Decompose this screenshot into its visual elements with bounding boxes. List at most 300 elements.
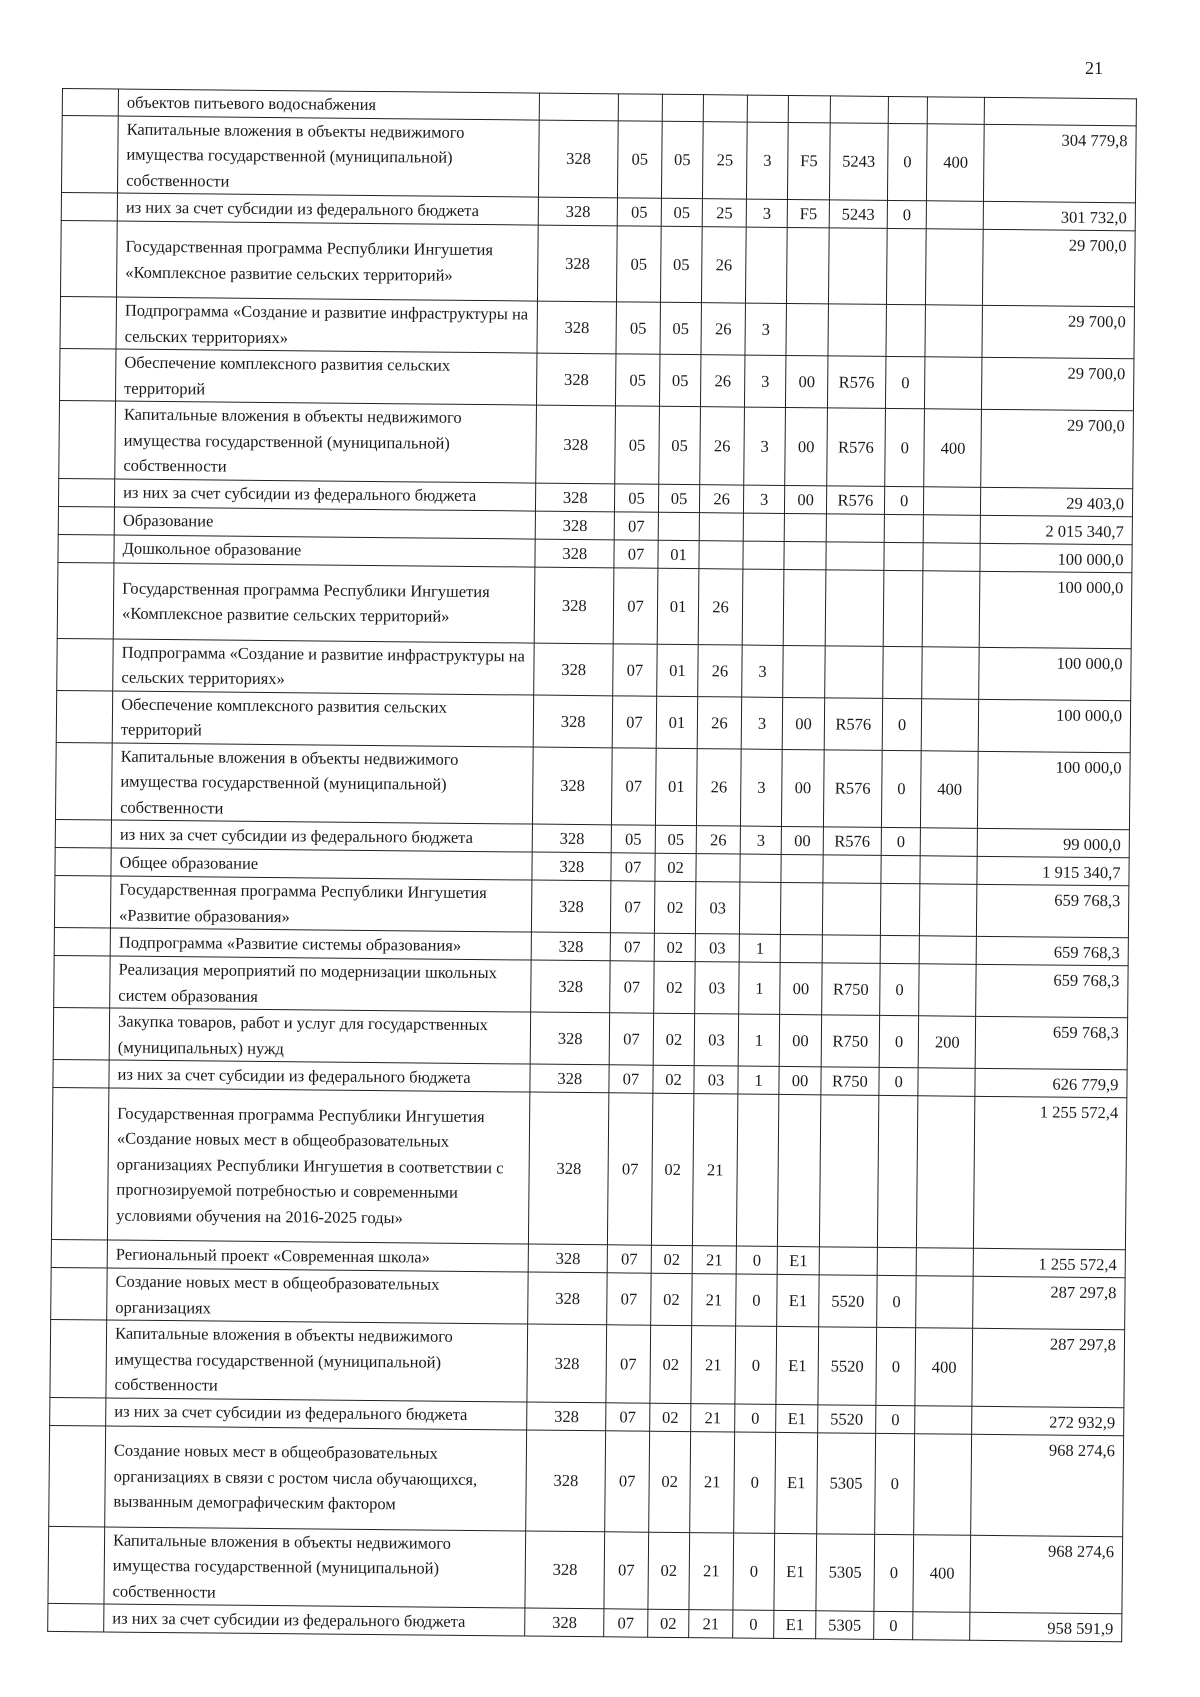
ministry-code-cell: 328 — [535, 567, 615, 644]
ministry-code-cell: 328 — [538, 225, 618, 302]
row-index-cell — [58, 506, 114, 535]
program-code-cell: 03 — [694, 1014, 738, 1066]
expense-type-code-cell: 400 — [921, 750, 979, 828]
program-code-cell: 26 — [696, 826, 740, 854]
direction-code-cell — [826, 541, 884, 570]
subsection-code-cell: 02 — [651, 1093, 694, 1245]
subsection-code-cell: 01 — [658, 540, 700, 568]
section-code-cell: 05 — [616, 302, 660, 354]
subprogram-code-cell: 3 — [740, 749, 782, 827]
direction-code-cell — [819, 1095, 879, 1248]
direction-code-cell: 5520 — [818, 1327, 877, 1405]
ministry-code-cell: 328 — [531, 960, 610, 1013]
sub-direction-code-cell: 0 — [876, 1327, 916, 1405]
subsection-code-cell: 05 — [660, 302, 702, 354]
section-code-cell: 07 — [612, 747, 656, 825]
project-code-cell: 00 — [780, 962, 822, 1014]
table-row — [59, 400, 1134, 488]
row-index-cell — [58, 478, 114, 507]
section-code-cell: 07 — [613, 567, 657, 643]
row-name: объектов питьевого водоснабжения — [118, 89, 540, 120]
project-code-cell: E1 — [776, 1326, 818, 1404]
ministry-code-cell: 328 — [531, 932, 610, 961]
program-code-cell — [699, 540, 743, 568]
row-name: Капитальные вложения в объекты недвижимого имущества государственной (муниципальной) собственности — [106, 1320, 528, 1402]
section-code-cell: 07 — [614, 511, 658, 539]
sub-direction-code-cell: 0 — [880, 963, 920, 1015]
project-code-cell — [789, 95, 831, 122]
direction-code-cell — [819, 1247, 877, 1276]
program-code-cell: 03 — [694, 1066, 738, 1094]
subsection-code-cell: 01 — [656, 644, 698, 696]
sub-direction-code-cell: 0 — [875, 1433, 915, 1534]
project-code-cell — [784, 569, 826, 645]
amount-cell: 287 297,8 — [972, 1328, 1124, 1407]
direction-code-cell: R576 — [824, 697, 883, 750]
subprogram-code-cell: 1 — [738, 1014, 780, 1066]
row-index-cell — [54, 875, 111, 928]
row-name: Капитальные вложения в объекты недвижимого имущества государственной (муниципальной) собственности — [104, 1526, 526, 1608]
expense-type-code-cell — [926, 229, 984, 306]
subprogram-code-cell: 0 — [732, 1610, 774, 1638]
subprogram-code-cell — [747, 95, 789, 122]
direction-code-cell: 5305 — [815, 1611, 873, 1640]
expense-type-code-cell — [920, 884, 978, 937]
row-name: Подпрограмма «Развитие системы образования» — [110, 928, 532, 960]
ministry-code-cell: 328 — [525, 1608, 604, 1637]
row-name: Обеспечение комплексного развития сельских территорий — [116, 349, 538, 405]
row-index-cell — [51, 1087, 108, 1240]
sub-direction-code-cell: 0 — [879, 1015, 919, 1067]
direction-code-cell: R576 — [827, 356, 886, 409]
expense-type-code-cell — [924, 486, 981, 515]
row-name: Государственная программа Республики Ингушетия «Создание новых мест в общеобразовательных организациях Республики Ингушетия в соответствии с прогнозируемой потребностью и современными условиями обучения на 2016-2025 годы» — [107, 1088, 530, 1244]
direction-code-cell — [825, 645, 884, 698]
subprogram-code-cell: 1 — [739, 934, 781, 962]
subprogram-code-cell — [743, 541, 785, 569]
row-index-cell — [60, 348, 117, 401]
amount-cell: 29 700,0 — [982, 305, 1134, 358]
amount-cell: 100 000,0 — [980, 543, 1132, 572]
subsection-code-cell: 05 — [661, 121, 703, 199]
subsection-code-cell: 02 — [653, 1013, 695, 1065]
program-code-cell: 21 — [689, 1610, 733, 1638]
subprogram-code-cell: 0 — [735, 1326, 777, 1404]
program-code-cell — [703, 95, 747, 122]
expense-type-code-cell — [923, 542, 980, 571]
program-code-cell: 21 — [692, 1274, 736, 1326]
subprogram-code-cell: 0 — [735, 1274, 777, 1326]
expense-type-code-cell: 400 — [927, 123, 985, 201]
table-row — [61, 115, 1136, 203]
direction-code-cell: R750 — [821, 1067, 879, 1096]
sub-direction-code-cell — [880, 883, 920, 935]
direction-code-cell: R576 — [823, 827, 881, 856]
expense-type-code-cell — [923, 570, 981, 647]
section-code-cell: 07 — [609, 1013, 653, 1065]
subsection-code-cell: 01 — [656, 696, 698, 748]
row-name: Региональный проект «Современная школа» — [107, 1240, 529, 1272]
row-index-cell — [55, 742, 112, 820]
amount-cell: 99 000,0 — [978, 828, 1130, 857]
expense-type-code-cell — [922, 646, 980, 699]
table-row — [51, 1087, 1126, 1249]
subprogram-code-cell: 1 — [738, 1066, 780, 1094]
subprogram-code-cell — [736, 1094, 779, 1246]
row-name: Капитальные вложения в объекты недвижимого имущества государственной (муниципальной) собственности — [115, 401, 537, 483]
subsection-code-cell: 05 — [658, 406, 700, 484]
direction-code-cell — [830, 96, 888, 123]
sub-direction-code-cell: 0 — [874, 1534, 914, 1612]
sub-direction-code-cell: 0 — [885, 408, 925, 486]
subsection-code-cell: 02 — [647, 1609, 689, 1637]
section-code-cell: 07 — [606, 1325, 650, 1403]
sub-direction-code-cell — [886, 228, 926, 304]
ministry-code-cell: 328 — [528, 1244, 607, 1273]
project-code-cell — [783, 645, 825, 697]
section-code-cell: 07 — [607, 1273, 651, 1325]
project-code-cell: 00 — [782, 826, 824, 854]
row-index-cell — [51, 1267, 108, 1320]
sub-direction-code-cell — [877, 1095, 918, 1247]
project-code-cell: 00 — [785, 485, 827, 513]
direction-code-cell: 5243 — [829, 122, 888, 200]
sub-direction-code-cell — [881, 855, 921, 883]
program-code-cell: 25 — [702, 199, 746, 227]
subsection-code-cell: 02 — [654, 933, 696, 961]
amount-cell: 968 274,6 — [970, 1535, 1122, 1614]
sub-direction-code-cell — [880, 935, 920, 963]
row-name: Дошкольное образование — [114, 535, 536, 567]
program-code-cell: 21 — [690, 1431, 735, 1532]
sub-direction-code-cell: 0 — [882, 698, 922, 750]
sub-direction-code-cell: 0 — [879, 1067, 919, 1095]
amount-cell: 659 768,3 — [976, 964, 1128, 1017]
subsection-code-cell: 02 — [648, 1431, 690, 1532]
row-name: Обеспечение комплексного развития сельских территорий — [112, 691, 534, 747]
row-index-cell — [51, 1239, 107, 1268]
direction-code-cell — [828, 304, 887, 357]
row-name: из них за счет субсидии из федерального бюджета — [109, 1060, 531, 1092]
sub-direction-code-cell: 0 — [881, 827, 921, 855]
program-code-cell: 21 — [689, 1532, 733, 1610]
expense-type-code-cell — [919, 964, 977, 1017]
project-code-cell — [785, 513, 827, 541]
expense-type-code-cell: 400 — [915, 1328, 973, 1406]
row-index-cell — [53, 1059, 109, 1088]
direction-code-cell: 5305 — [817, 1432, 876, 1534]
ministry-code-cell: 328 — [529, 1092, 609, 1245]
sub-direction-code-cell — [883, 646, 923, 698]
subsection-code-cell: 05 — [659, 354, 701, 406]
expense-type-code-cell: 400 — [913, 1534, 971, 1612]
row-name: из них за счет субсидии из федерального бюджета — [104, 1604, 526, 1636]
subprogram-code-cell — [739, 882, 781, 934]
sub-direction-code-cell — [883, 570, 923, 646]
amount-cell: 626 779,9 — [975, 1068, 1127, 1097]
direction-code-cell — [826, 513, 884, 542]
direction-code-cell — [823, 855, 881, 884]
program-code-cell: 03 — [695, 962, 739, 1014]
table-row — [54, 955, 1128, 1017]
amount-cell: 29 700,0 — [982, 357, 1134, 410]
ministry-code-cell: 328 — [539, 120, 619, 198]
ministry-code-cell: 328 — [526, 1430, 606, 1532]
program-code-cell: 26 — [701, 303, 745, 355]
program-code-cell: 03 — [695, 934, 739, 962]
ministry-code-cell: 328 — [536, 483, 615, 512]
sub-direction-code-cell: 0 — [881, 750, 921, 828]
expense-type-code-cell — [922, 698, 980, 751]
ministry-code-cell: 328 — [532, 852, 611, 881]
project-code-cell: E1 — [776, 1404, 818, 1432]
program-code-cell: 26 — [697, 748, 741, 826]
row-name: Создание новых мест в общеобразовательных организациях в связи с ростом числа обучающихся, вызванным демографическим фактором — [105, 1425, 527, 1530]
section-code-cell: 05 — [615, 483, 659, 511]
direction-code-cell — [822, 883, 881, 936]
row-index-cell — [57, 562, 114, 639]
section-code-cell: 07 — [607, 1245, 651, 1273]
expense-type-code-cell — [921, 828, 978, 857]
direction-code-cell — [825, 569, 884, 646]
ministry-code-cell: 328 — [536, 511, 615, 540]
amount-cell: 100 000,0 — [980, 571, 1132, 648]
sub-direction-code-cell: 0 — [876, 1405, 916, 1433]
sub-direction-code-cell — [888, 96, 928, 123]
ministry-code-cell: 328 — [530, 1012, 609, 1065]
subsection-code-cell: 05 — [660, 226, 702, 302]
row-index-cell — [57, 638, 114, 691]
subsection-code-cell: 05 — [661, 198, 703, 226]
subsection-code-cell: 02 — [653, 1065, 695, 1093]
subprogram-code-cell: 3 — [742, 645, 784, 697]
section-code-cell: 07 — [614, 539, 658, 567]
section-code-cell — [618, 94, 662, 121]
section-code-cell: 07 — [612, 695, 656, 747]
amount-cell: 1 255 572,4 — [974, 1248, 1126, 1277]
program-code-cell: 26 — [700, 484, 744, 512]
subprogram-code-cell: 0 — [734, 1432, 776, 1533]
direction-code-cell: 5520 — [818, 1275, 877, 1328]
amount-cell: 1 915 340,7 — [977, 856, 1129, 885]
subprogram-code-cell: 1 — [738, 962, 780, 1014]
table-row — [57, 562, 1132, 648]
project-code-cell: E1 — [775, 1432, 817, 1533]
project-code-cell: E1 — [777, 1246, 819, 1274]
expense-type-code-cell — [920, 856, 977, 885]
program-code-cell: 21 — [692, 1246, 736, 1274]
row-index-cell — [56, 690, 113, 743]
subsection-code-cell: 01 — [655, 748, 697, 826]
row-name: Общее образование — [111, 848, 533, 880]
ministry-code-cell — [540, 93, 619, 120]
table-row — [50, 1319, 1125, 1407]
program-code-cell: 21 — [691, 1326, 735, 1404]
section-code-cell: 07 — [613, 643, 657, 695]
subprogram-code-cell: 0 — [733, 1533, 775, 1611]
ministry-code-cell: 328 — [527, 1324, 607, 1402]
program-code-cell: 26 — [702, 227, 746, 303]
section-code-cell: 07 — [610, 933, 654, 961]
project-code-cell: 00 — [782, 749, 824, 827]
subprogram-code-cell: 3 — [745, 303, 787, 355]
expense-type-code-cell — [925, 305, 983, 358]
expense-type-code-cell: 200 — [919, 1016, 977, 1069]
amount-cell: 1 255 572,4 — [974, 1096, 1127, 1249]
row-index-cell — [59, 400, 116, 478]
expense-type-code-cell — [927, 201, 984, 230]
row-index-cell — [50, 1397, 106, 1426]
program-code-cell: 26 — [697, 696, 741, 748]
row-index-cell — [50, 1319, 107, 1397]
section-code-cell: 05 — [617, 198, 661, 226]
ministry-code-cell: 328 — [533, 747, 613, 825]
project-code-cell — [780, 934, 822, 962]
ministry-code-cell: 328 — [537, 353, 616, 406]
program-code-cell: 21 — [691, 1403, 735, 1431]
ministry-code-cell: 328 — [532, 880, 611, 933]
subsection-code-cell: 02 — [655, 853, 697, 881]
program-code-cell — [696, 854, 740, 882]
row-index-cell — [60, 296, 117, 349]
project-code-cell — [778, 1094, 821, 1246]
subsection-code-cell: 05 — [655, 825, 697, 853]
ministry-code-cell: 328 — [534, 695, 613, 748]
expense-type-code-cell: 400 — [924, 409, 982, 487]
row-index-cell — [62, 89, 118, 116]
budget-table-sheet — [47, 88, 1137, 1642]
program-code-cell: 26 — [700, 407, 744, 485]
section-code-cell: 07 — [608, 1093, 653, 1245]
amount-cell: 304 779,8 — [984, 124, 1136, 203]
ministry-code-cell: 328 — [533, 824, 612, 853]
section-code-cell: 07 — [609, 1065, 653, 1093]
amount-cell: 958 591,9 — [970, 1612, 1122, 1641]
section-code-cell: 07 — [604, 1531, 648, 1609]
program-code-cell: 03 — [696, 882, 740, 934]
row-name: Государственная программа Республики Ингушетия «Комплексное развитие сельских территорий» — [113, 563, 535, 643]
section-code-cell: 07 — [606, 1402, 650, 1430]
row-index-cell — [54, 927, 110, 956]
row-name: Подпрограмма «Создание и развитие инфраструктуры на сельских территориях» — [113, 639, 535, 695]
subprogram-code-cell: 0 — [734, 1404, 776, 1432]
amount-cell: 29 700,0 — [983, 229, 1135, 306]
subsection-code-cell: 02 — [650, 1273, 692, 1325]
amount-cell: 2 015 340,7 — [981, 515, 1133, 544]
row-index-cell — [55, 847, 111, 876]
ministry-code-cell: 328 — [528, 1272, 607, 1325]
subsection-code-cell: 02 — [651, 1245, 693, 1273]
table-row — [53, 1007, 1127, 1069]
page-number: 21 — [1085, 58, 1103, 78]
amount-cell: 301 732,0 — [984, 201, 1136, 230]
subprogram-code-cell: 3 — [746, 122, 788, 200]
expense-type-code-cell — [915, 1405, 972, 1434]
row-name: из них за счет субсидии из федерального бюджета — [111, 820, 533, 852]
sub-direction-code-cell — [884, 514, 924, 542]
expense-type-code-cell — [917, 1096, 976, 1249]
amount-cell: 100 000,0 — [979, 647, 1131, 700]
row-index-cell — [60, 220, 117, 297]
section-code-cell: 07 — [611, 853, 655, 881]
project-code-cell: E1 — [774, 1610, 816, 1638]
expense-type-code-cell — [914, 1433, 972, 1535]
direction-code-cell — [822, 935, 880, 964]
direction-code-cell: R576 — [827, 408, 886, 486]
sub-direction-code-cell: 0 — [887, 123, 927, 201]
project-code-cell: 00 — [786, 355, 828, 407]
table-row — [57, 638, 1131, 700]
row-index-cell — [61, 192, 117, 221]
project-code-cell — [787, 227, 829, 303]
subprogram-code-cell: 0 — [736, 1246, 778, 1274]
row-name: Образование — [114, 507, 536, 539]
amount-cell: 968 274,6 — [971, 1434, 1124, 1536]
budget-table — [47, 88, 1137, 1642]
subprogram-code-cell: 3 — [746, 199, 788, 227]
expense-type-code-cell — [920, 936, 977, 965]
amount-cell: 659 768,3 — [977, 884, 1129, 937]
subsection-code-cell: 02 — [653, 961, 695, 1013]
subsection-code-cell: 01 — [657, 568, 699, 644]
sub-direction-code-cell — [884, 542, 924, 570]
ministry-code-cell: 328 — [539, 197, 618, 226]
row-index-cell — [53, 1007, 110, 1060]
project-code-cell: 00 — [779, 1014, 821, 1066]
direction-code-cell: R576 — [823, 749, 882, 827]
row-name: Государственная программа Республики Ингушетия «Комплексное развитие сельских территорий» — [117, 221, 539, 301]
amount-cell: 29 700,0 — [981, 409, 1133, 488]
expense-type-code-cell — [916, 1276, 974, 1329]
table-row — [49, 1425, 1124, 1536]
direction-code-cell: R576 — [826, 485, 884, 514]
subprogram-code-cell — [743, 513, 785, 541]
project-code-cell: E1 — [774, 1533, 816, 1611]
program-code-cell: 26 — [698, 644, 742, 696]
project-code-cell: 00 — [783, 697, 825, 749]
subprogram-code-cell — [745, 227, 787, 303]
row-index-cell — [61, 115, 118, 193]
row-name: Государственная программа Республики Ингушетия «Развитие образования» — [110, 876, 532, 932]
subprogram-code-cell: 3 — [740, 826, 782, 854]
subprogram-code-cell: 3 — [744, 355, 786, 407]
row-index-cell — [55, 819, 111, 848]
sub-direction-code-cell: 0 — [887, 200, 927, 228]
row-name: Капитальные вложения в объекты недвижимого имущества государственной (муниципальной) собственности — [112, 743, 534, 825]
row-index-cell — [48, 1603, 104, 1632]
table-row — [55, 742, 1130, 830]
subsection-code-cell: 02 — [654, 881, 696, 933]
direction-code-cell: 5305 — [816, 1533, 875, 1611]
amount-cell: 29 403,0 — [981, 487, 1133, 516]
ministry-code-cell: 328 — [530, 1064, 609, 1093]
expense-type-code-cell — [913, 1612, 970, 1641]
subprogram-code-cell: 3 — [741, 697, 783, 749]
project-code-cell: F5 — [788, 122, 830, 200]
subsection-code-cell — [658, 512, 700, 540]
project-code-cell: F5 — [788, 199, 830, 227]
section-code-cell: 05 — [618, 120, 662, 198]
direction-code-cell: R750 — [821, 1015, 880, 1068]
project-code-cell — [786, 303, 828, 355]
sub-direction-code-cell: 0 — [885, 356, 925, 408]
ministry-code-cell: 328 — [534, 643, 613, 696]
project-code-cell: 00 — [785, 407, 827, 485]
section-code-cell: 05 — [615, 406, 659, 484]
subprogram-code-cell — [742, 569, 784, 645]
row-name: Подпрограмма «Создание и развитие инфраструктуры на сельских территориях» — [116, 297, 538, 353]
subprogram-code-cell: 3 — [744, 407, 786, 485]
